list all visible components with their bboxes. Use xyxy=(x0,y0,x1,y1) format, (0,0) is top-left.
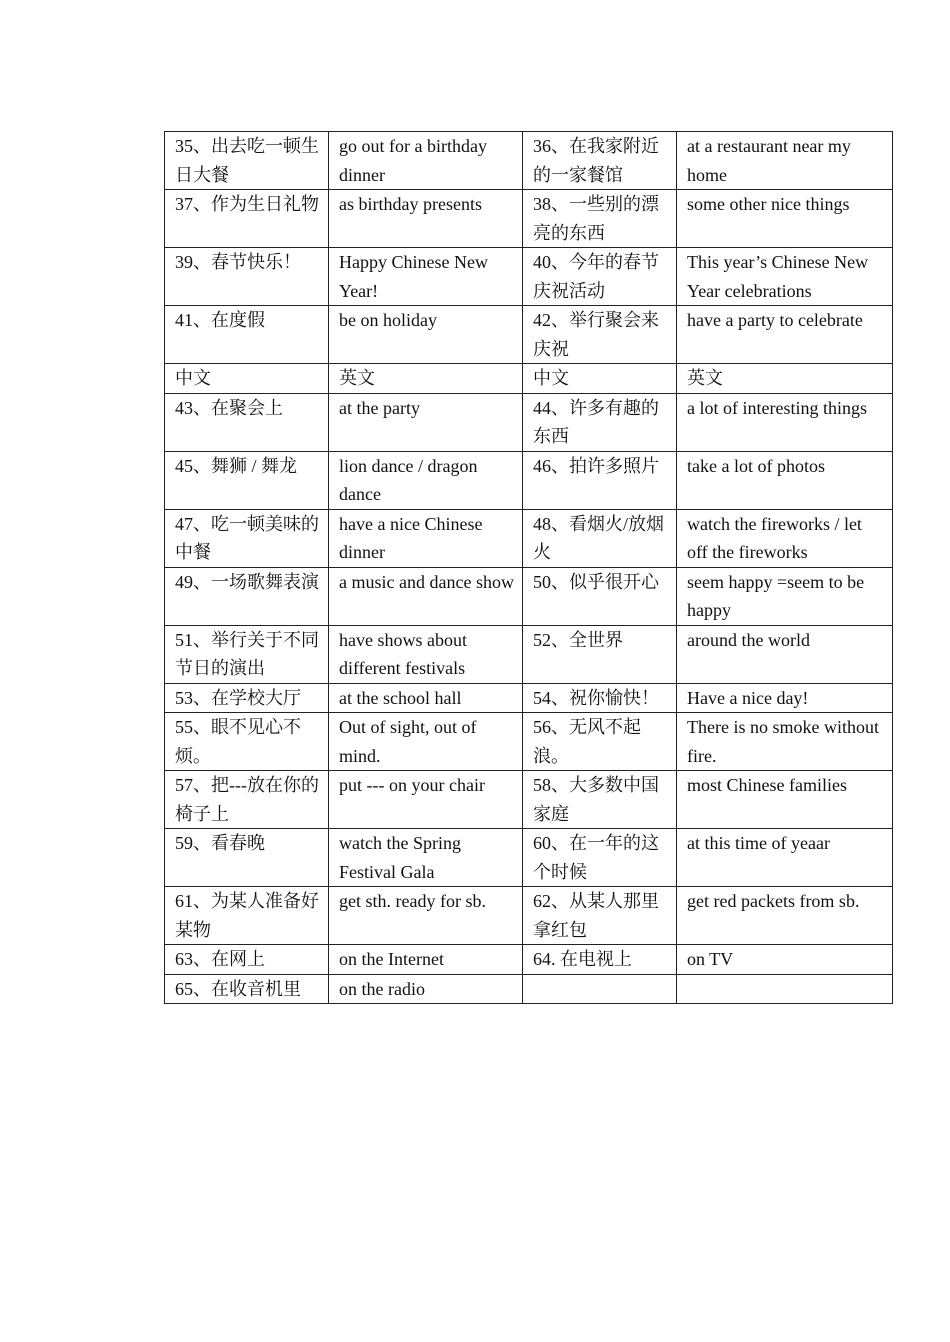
vocabulary-table-body xyxy=(165,132,893,1004)
table-row xyxy=(165,190,893,248)
table-row xyxy=(165,509,893,567)
english-phrase-cell: at this time of yeaar xyxy=(677,829,893,887)
table-row xyxy=(165,887,893,945)
english-phrase-cell: have shows about different festivals xyxy=(329,625,523,683)
chinese-phrase-cell: 36、在我家附近的一家餐馆 xyxy=(523,132,677,190)
chinese-phrase-cell: 44、许多有趣的东西 xyxy=(523,393,677,451)
chinese-phrase-cell: 37、作为生日礼物 xyxy=(165,190,329,248)
table-row xyxy=(165,393,893,451)
chinese-phrase-cell: 54、祝你愉快！ xyxy=(523,683,677,713)
english-phrase-cell: go out for a birthday dinner xyxy=(329,132,523,190)
chinese-phrase-cell: 59、看春晚 xyxy=(165,829,329,887)
english-phrase-cell: watch the fireworks / let off the fireworks xyxy=(677,509,893,567)
english-phrase-cell: on TV xyxy=(677,945,893,975)
chinese-phrase-cell: 51、举行关于不同节日的演出 xyxy=(165,625,329,683)
english-phrase-cell: as birthday presents xyxy=(329,190,523,248)
chinese-phrase-cell: 41、在度假 xyxy=(165,306,329,364)
chinese-phrase-cell: 38、一些别的漂亮的东西 xyxy=(523,190,677,248)
english-phrase-cell: There is no smoke without fire. xyxy=(677,713,893,771)
chinese-phrase-cell: 45、舞狮 / 舞龙 xyxy=(165,451,329,509)
chinese-phrase-cell: 53、在学校大厅 xyxy=(165,683,329,713)
chinese-phrase-cell: 47、吃一顿美味的中餐 xyxy=(165,509,329,567)
english-phrase-cell: most Chinese families xyxy=(677,771,893,829)
chinese-phrase-cell: 58、大多数中国家庭 xyxy=(523,771,677,829)
table-row xyxy=(165,625,893,683)
table-row xyxy=(165,248,893,306)
english-phrase-cell: be on holiday xyxy=(329,306,523,364)
chinese-phrase-cell: 57、把---放在你的椅子上 xyxy=(165,771,329,829)
chinese-phrase-cell: 63、在网上 xyxy=(165,945,329,975)
english-phrase-cell: around the world xyxy=(677,625,893,683)
english-phrase-cell: some other nice things xyxy=(677,190,893,248)
english-phrase-cell: lion dance / dragon dance xyxy=(329,451,523,509)
chinese-phrase-cell: 56、无风不起浪。 xyxy=(523,713,677,771)
table-row xyxy=(165,364,893,394)
english-phrase-cell: at the school hall xyxy=(329,683,523,713)
chinese-phrase-cell: 65、在收音机里 xyxy=(165,974,329,1004)
english-phrase-cell: at a restaurant near my home xyxy=(677,132,893,190)
table-row xyxy=(165,132,893,190)
chinese-phrase-cell: 40、今年的春节庆祝活动 xyxy=(523,248,677,306)
table-row xyxy=(165,567,893,625)
chinese-phrase-cell: 64. 在电视上 xyxy=(523,945,677,975)
chinese-phrase-cell: 55、眼不见心不烦。 xyxy=(165,713,329,771)
english-phrase-cell: at the party xyxy=(329,393,523,451)
english-phrase-cell: on the Internet xyxy=(329,945,523,975)
english-phrase-cell: 英文 xyxy=(677,364,893,394)
table-row xyxy=(165,451,893,509)
english-phrase-cell: Out of sight, out of mind. xyxy=(329,713,523,771)
chinese-phrase-cell: 35、出去吃一顿生日大餐 xyxy=(165,132,329,190)
chinese-phrase-cell: 61、为某人准备好某物 xyxy=(165,887,329,945)
chinese-phrase-cell: 52、全世界 xyxy=(523,625,677,683)
english-phrase-cell: have a nice Chinese dinner xyxy=(329,509,523,567)
table-row xyxy=(165,683,893,713)
english-phrase-cell: get sth. ready for sb. xyxy=(329,887,523,945)
english-phrase-cell: watch the Spring Festival Gala xyxy=(329,829,523,887)
chinese-phrase-cell: 60、在一年的这个时候 xyxy=(523,829,677,887)
chinese-phrase-cell: 46、拍许多照片 xyxy=(523,451,677,509)
table-row xyxy=(165,306,893,364)
table-row xyxy=(165,945,893,975)
chinese-phrase-cell: 中文 xyxy=(165,364,329,394)
chinese-phrase-cell: 42、举行聚会来庆祝 xyxy=(523,306,677,364)
chinese-phrase-cell: 48、看烟火/放烟火 xyxy=(523,509,677,567)
chinese-phrase-cell: 62、从某人那里拿红包 xyxy=(523,887,677,945)
chinese-phrase-cell: 中文 xyxy=(523,364,677,394)
english-phrase-cell: Have a nice day! xyxy=(677,683,893,713)
english-phrase-cell: a music and dance show xyxy=(329,567,523,625)
english-phrase-cell: Happy Chinese New Year! xyxy=(329,248,523,306)
english-phrase-cell: seem happy =seem to be happy xyxy=(677,567,893,625)
english-phrase-cell: This year’s Chinese New Year celebrations xyxy=(677,248,893,306)
chinese-phrase-cell: 49、一场歌舞表演 xyxy=(165,567,329,625)
table-row xyxy=(165,974,893,1004)
english-phrase-cell xyxy=(677,974,893,1004)
chinese-phrase-cell: 43、在聚会上 xyxy=(165,393,329,451)
english-phrase-cell: 英文 xyxy=(329,364,523,394)
chinese-phrase-cell: 39、春节快乐！ xyxy=(165,248,329,306)
table-row xyxy=(165,771,893,829)
table-row xyxy=(165,713,893,771)
vocabulary-table xyxy=(164,131,893,1004)
english-phrase-cell: have a party to celebrate xyxy=(677,306,893,364)
english-phrase-cell: put --- on your chair xyxy=(329,771,523,829)
chinese-phrase-cell: 50、似乎很开心 xyxy=(523,567,677,625)
english-phrase-cell: get red packets from sb. xyxy=(677,887,893,945)
english-phrase-cell: on the radio xyxy=(329,974,523,1004)
english-phrase-cell: a lot of interesting things xyxy=(677,393,893,451)
chinese-phrase-cell xyxy=(523,974,677,1004)
english-phrase-cell: take a lot of photos xyxy=(677,451,893,509)
table-row xyxy=(165,829,893,887)
